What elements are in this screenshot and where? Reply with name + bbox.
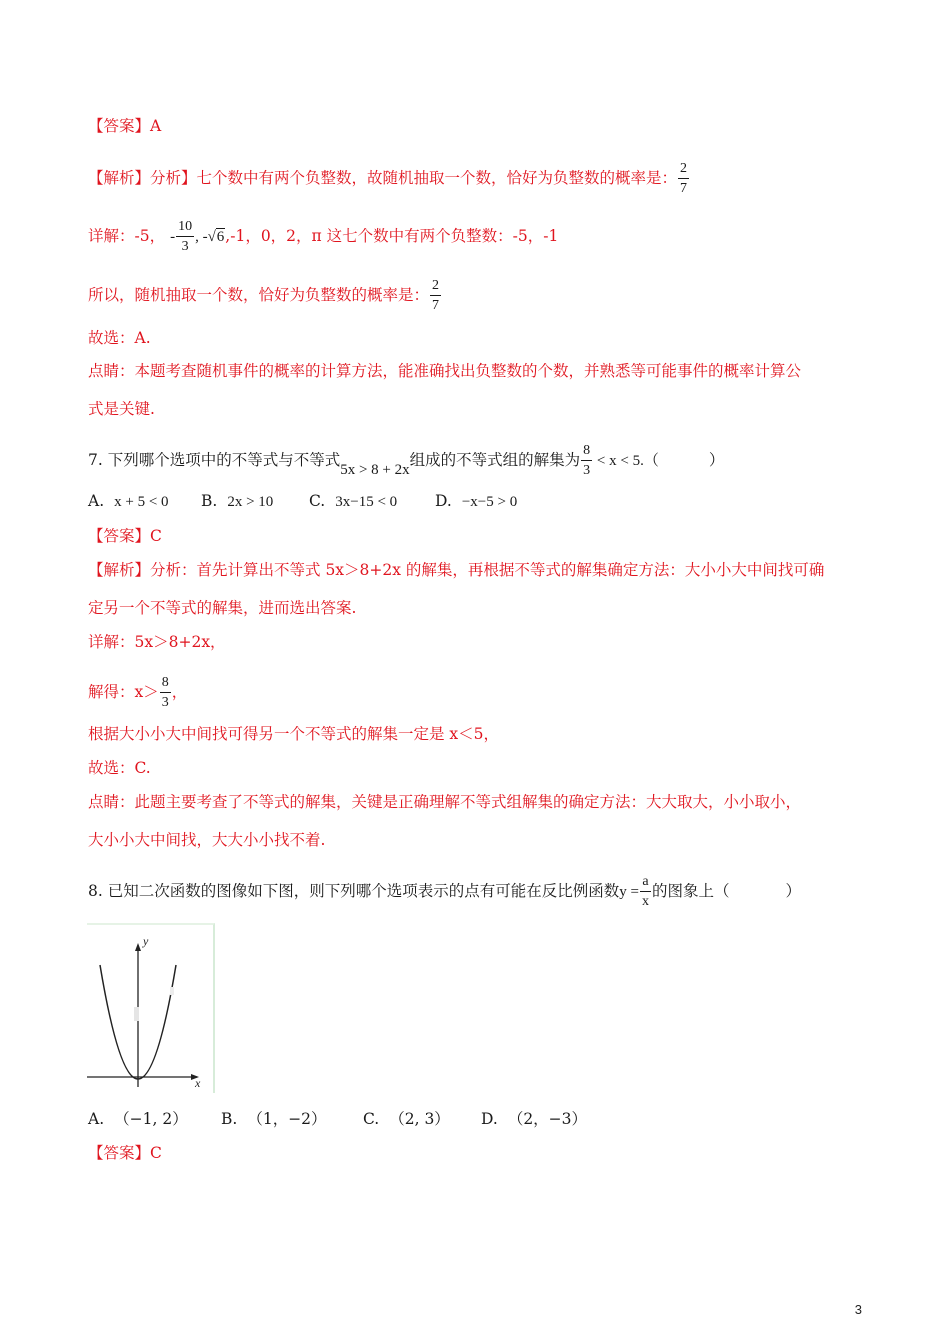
solve-end: ，	[171, 683, 188, 701]
q8-stem	[88, 875, 801, 909]
sqrt-sep: , -	[195, 229, 208, 245]
analysis-tag: 【解析】	[88, 169, 151, 187]
q8-stem-end: ）	[785, 882, 801, 900]
q6-answer	[88, 116, 161, 136]
q7-set-fraction: $\frac{8}{3}$	[583, 443, 591, 478]
q7-stem-inequality: 5x > 8 + 2x	[340, 462, 410, 478]
scan-artifact	[134, 1007, 139, 1021]
x-axis-label: x	[195, 1076, 201, 1090]
detail-rest: ,-1，0，2，π 这七个数中有两个负整数：-5，-1	[225, 227, 559, 245]
ten-thirds-fraction: $\frac{10}{3}$	[178, 219, 193, 254]
answer-value: C	[150, 527, 162, 545]
q8-stem-y: y =	[619, 884, 639, 900]
answer-tag: 【答案】	[88, 117, 151, 135]
analysis-text: 分析：首先计算出不等式 5x＞8+2x 的解集，再根据不等式的解集确定方法：大小小大中间找可确	[150, 561, 825, 579]
q6-choose: 故选：A.	[88, 329, 151, 347]
q8-stem-a: 8. 已知二次函数的图像如下图，则下列哪个选项表示的点有可能在反比例函数	[88, 882, 620, 900]
q6-analysis	[88, 162, 690, 196]
q7-comment-2: 大小小大中间找，大大小小找不着.	[88, 831, 326, 849]
q8-option-c: C. （2, 3）	[363, 1110, 450, 1128]
q8-option-a: A. （−1, 2）	[88, 1110, 188, 1128]
q6-so	[88, 279, 442, 313]
q7-option-c: C. 3x−15 < 0	[309, 492, 398, 510]
analysis-text: 七个数中有两个负整数，故随机抽取一个数，恰好为负整数的概率是：	[196, 169, 678, 187]
q7-comment-1: 点睛：此题主要考查了不等式的解集，关键是正确理解不等式组解集的确定方法：大大取大，小小取小，	[88, 793, 802, 811]
q7-solve	[88, 676, 187, 710]
answer-value: C	[150, 1144, 162, 1162]
q7-conclusion: 根据大小小大中间找可得另一个不等式的解集一定是 x＜5，	[88, 725, 500, 743]
q7-analysis-2: 定另一个不等式的解集，进而选出答案.	[88, 599, 357, 617]
y-axis-arrow	[135, 943, 141, 951]
q7-stem	[88, 444, 724, 478]
q7-detail: 详解：5x＞8+2x，	[88, 633, 226, 651]
q7-set-rest: < x < 5.（	[593, 453, 659, 469]
solve-fraction: $\frac{8}{3}$	[161, 675, 169, 710]
parabola-svg	[87, 925, 213, 1093]
q7-option-a: A. x + 5 < 0	[88, 492, 169, 510]
parabola-graph	[87, 923, 215, 1093]
sqrt-symbol: √	[207, 229, 216, 245]
q8-answer	[88, 1143, 162, 1163]
answer-tag: 【答案】	[88, 527, 151, 545]
q7-options	[88, 491, 517, 512]
analysis-label: 分析】	[150, 169, 197, 187]
detail-n1: -5，	[134, 227, 166, 245]
q7-option-b: B. 2x > 10	[201, 492, 274, 510]
so-fraction: $\frac{2}{7}$	[432, 278, 440, 313]
page-number: 3	[854, 1302, 862, 1317]
detail-neg: -	[170, 229, 176, 245]
y-axis-label: y	[143, 934, 149, 948]
q8-option-d: D. （2，−3）	[481, 1110, 588, 1128]
q6-detail	[88, 220, 558, 254]
q8-option-b: B. （1，−2）	[221, 1110, 327, 1128]
q7-stem-b: 组成的不等式组的解集为	[409, 451, 581, 469]
sqrt-value: 6	[216, 229, 225, 245]
q7-choose: 故选：C.	[88, 759, 151, 777]
q6-comment-2: 式是关键.	[88, 400, 155, 418]
q7-stem-end: ）	[708, 451, 725, 469]
analysis-tag: 【解析】	[88, 561, 151, 579]
q7-analysis-1	[88, 560, 824, 580]
probability-fraction: $\frac{2}{7}$	[680, 161, 688, 196]
so-text: 所以，随机抽取一个数，恰好为负整数的概率是：	[88, 286, 430, 304]
q7-answer	[88, 526, 162, 546]
q8-stem-b: 的图象上（	[651, 882, 730, 900]
q8-fraction: $\frac{a}{x}$	[641, 874, 649, 909]
q8-options	[88, 1109, 587, 1129]
answer-value: A	[150, 117, 162, 135]
q7-option-d: D. −x−5 > 0	[435, 492, 518, 510]
q6-comment-1: 点睛：本题考查随机事件的概率的计算方法，能准确找出负整数的个数，并熟悉等可能事件的概率计算公	[88, 362, 802, 380]
detail-label: 详解：	[88, 227, 135, 245]
scan-artifact	[170, 987, 174, 995]
answer-tag: 【答案】	[88, 1144, 151, 1162]
solve-label: 解得：x＞	[88, 683, 159, 701]
q7-stem-a: 7. 下列哪个选项中的不等式与不等式	[88, 451, 341, 469]
